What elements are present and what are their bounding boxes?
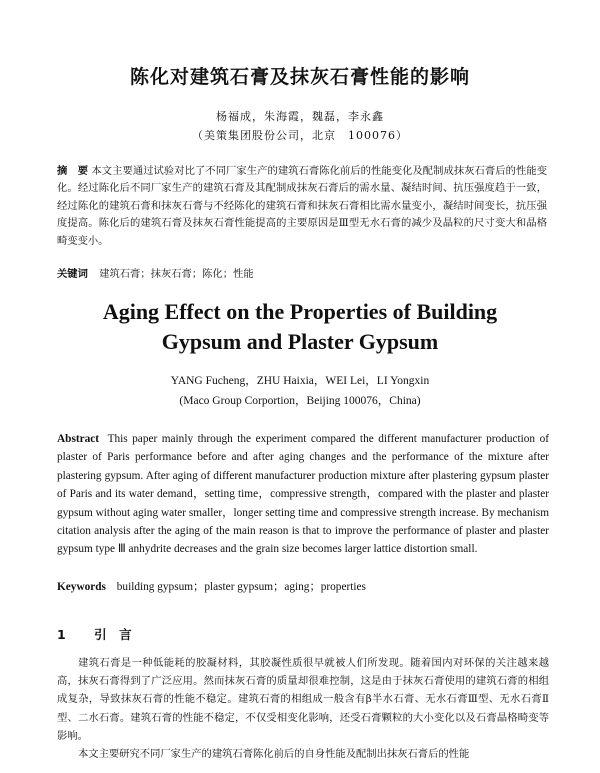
introduction-body <box>57 654 549 763</box>
english-title-line1: Aging Effect on the Properties of Building <box>102 299 498 324</box>
chinese-affiliation: （美策集团股份公司，北京 100076） <box>192 129 408 142</box>
chinese-authors: 杨福成，朱海霞，魏磊，李永鑫 <box>216 110 384 123</box>
english-title-line2: Gypsum and Plaster Gypsum <box>161 329 439 354</box>
chinese-abstract-text: 本文主要通过试验对比了不同厂家生产的建筑石膏陈化前后的性能变化及配制成抹灰石膏后的性能变化。经过陈化后不同厂家生产的建筑石膏及其配制成抹灰石膏后的需水量、凝结时间、抗压强度趋于一致，经过陈化的建筑石膏和抹灰石膏与不经陈化的建筑石膏和抹灰石膏相比需水量变小，凝结时间变长，抗压强度提高。陈化后的建筑石膏及抹灰石膏性能提高的主要原因是Ⅲ型无水石膏的减少及晶粒的尺寸变大和晶格畸变变小。 <box>57 165 548 247</box>
chinese-keywords-text: 建筑石膏；抹灰石膏；陈化；性能 <box>99 268 254 280</box>
english-keywords-label: Keywords <box>57 581 106 593</box>
section-heading <box>57 625 132 643</box>
english-abstract-text: This paper mainly through the experiment compared the different manufacturer production of plaster of Paris performance before and after aging changes and the performance of the mixture after plastering gypsum. After aging of different manufacturer production mixture after plastering gypsum plaster of Paris and its water demand，setting time，compressive strength，compared with the plaster and plaster gypsum without aging water smaller，longer setting time and compressive strength increase. By mechanism citation analysis after the aging of the main reason is that to improve the performance of plaster and plaster gypsum type Ⅲ anhydrite decreases and the grain size becomes larger lattice distortion small. <box>57 433 549 556</box>
english-abstract <box>57 430 549 559</box>
section-title: 引 言 <box>94 627 132 642</box>
english-title <box>0 297 600 357</box>
english-authors: YANG Fucheng，ZHU Haixia，WEI Lei，LI Yongxin <box>170 375 430 387</box>
intro-paragraph: 本文主要研究不同厂家生产的建筑石膏陈化前后的自身性能及配制出抹灰石膏后的性能 <box>78 748 470 761</box>
chinese-abstract-label: 摘 要 <box>57 165 89 177</box>
english-keywords-text: building gypsum；plaster gypsum；aging；properties <box>116 581 366 593</box>
english-abstract-label: Abstract <box>57 433 100 445</box>
chinese-keywords-label: 关键词 <box>57 268 88 280</box>
intro-paragraph: 建筑石膏是一种低能耗的胶凝材料，其胶凝性质很早就被人们所发现。随着国内对环保的关注越来越高，抹灰石膏得到了广泛应用。然而抹灰石膏的质量却很难控制，这是由于抹灰石膏使用的建筑石膏的相组成复杂，导致抹灰石膏的性能不稳定。建筑石膏的相组成一般含有β半水石膏、无水石膏Ⅲ型、无水石膏Ⅱ型、二水石膏。建筑石膏的性能不稳定，不仅受相变化影响，还受石膏颗粒的大小变化以及石膏晶格畸变等影响。 <box>57 657 549 742</box>
chinese-keywords <box>57 265 547 280</box>
chinese-title: 陈化对建筑石膏及抹灰石膏性能的影响 <box>129 66 470 88</box>
section-number: 1 <box>57 627 66 642</box>
english-affiliation: (Maco Group Corportion，Beijing 100076，China) <box>179 395 421 407</box>
chinese-abstract <box>57 163 547 250</box>
english-keywords <box>57 578 549 594</box>
